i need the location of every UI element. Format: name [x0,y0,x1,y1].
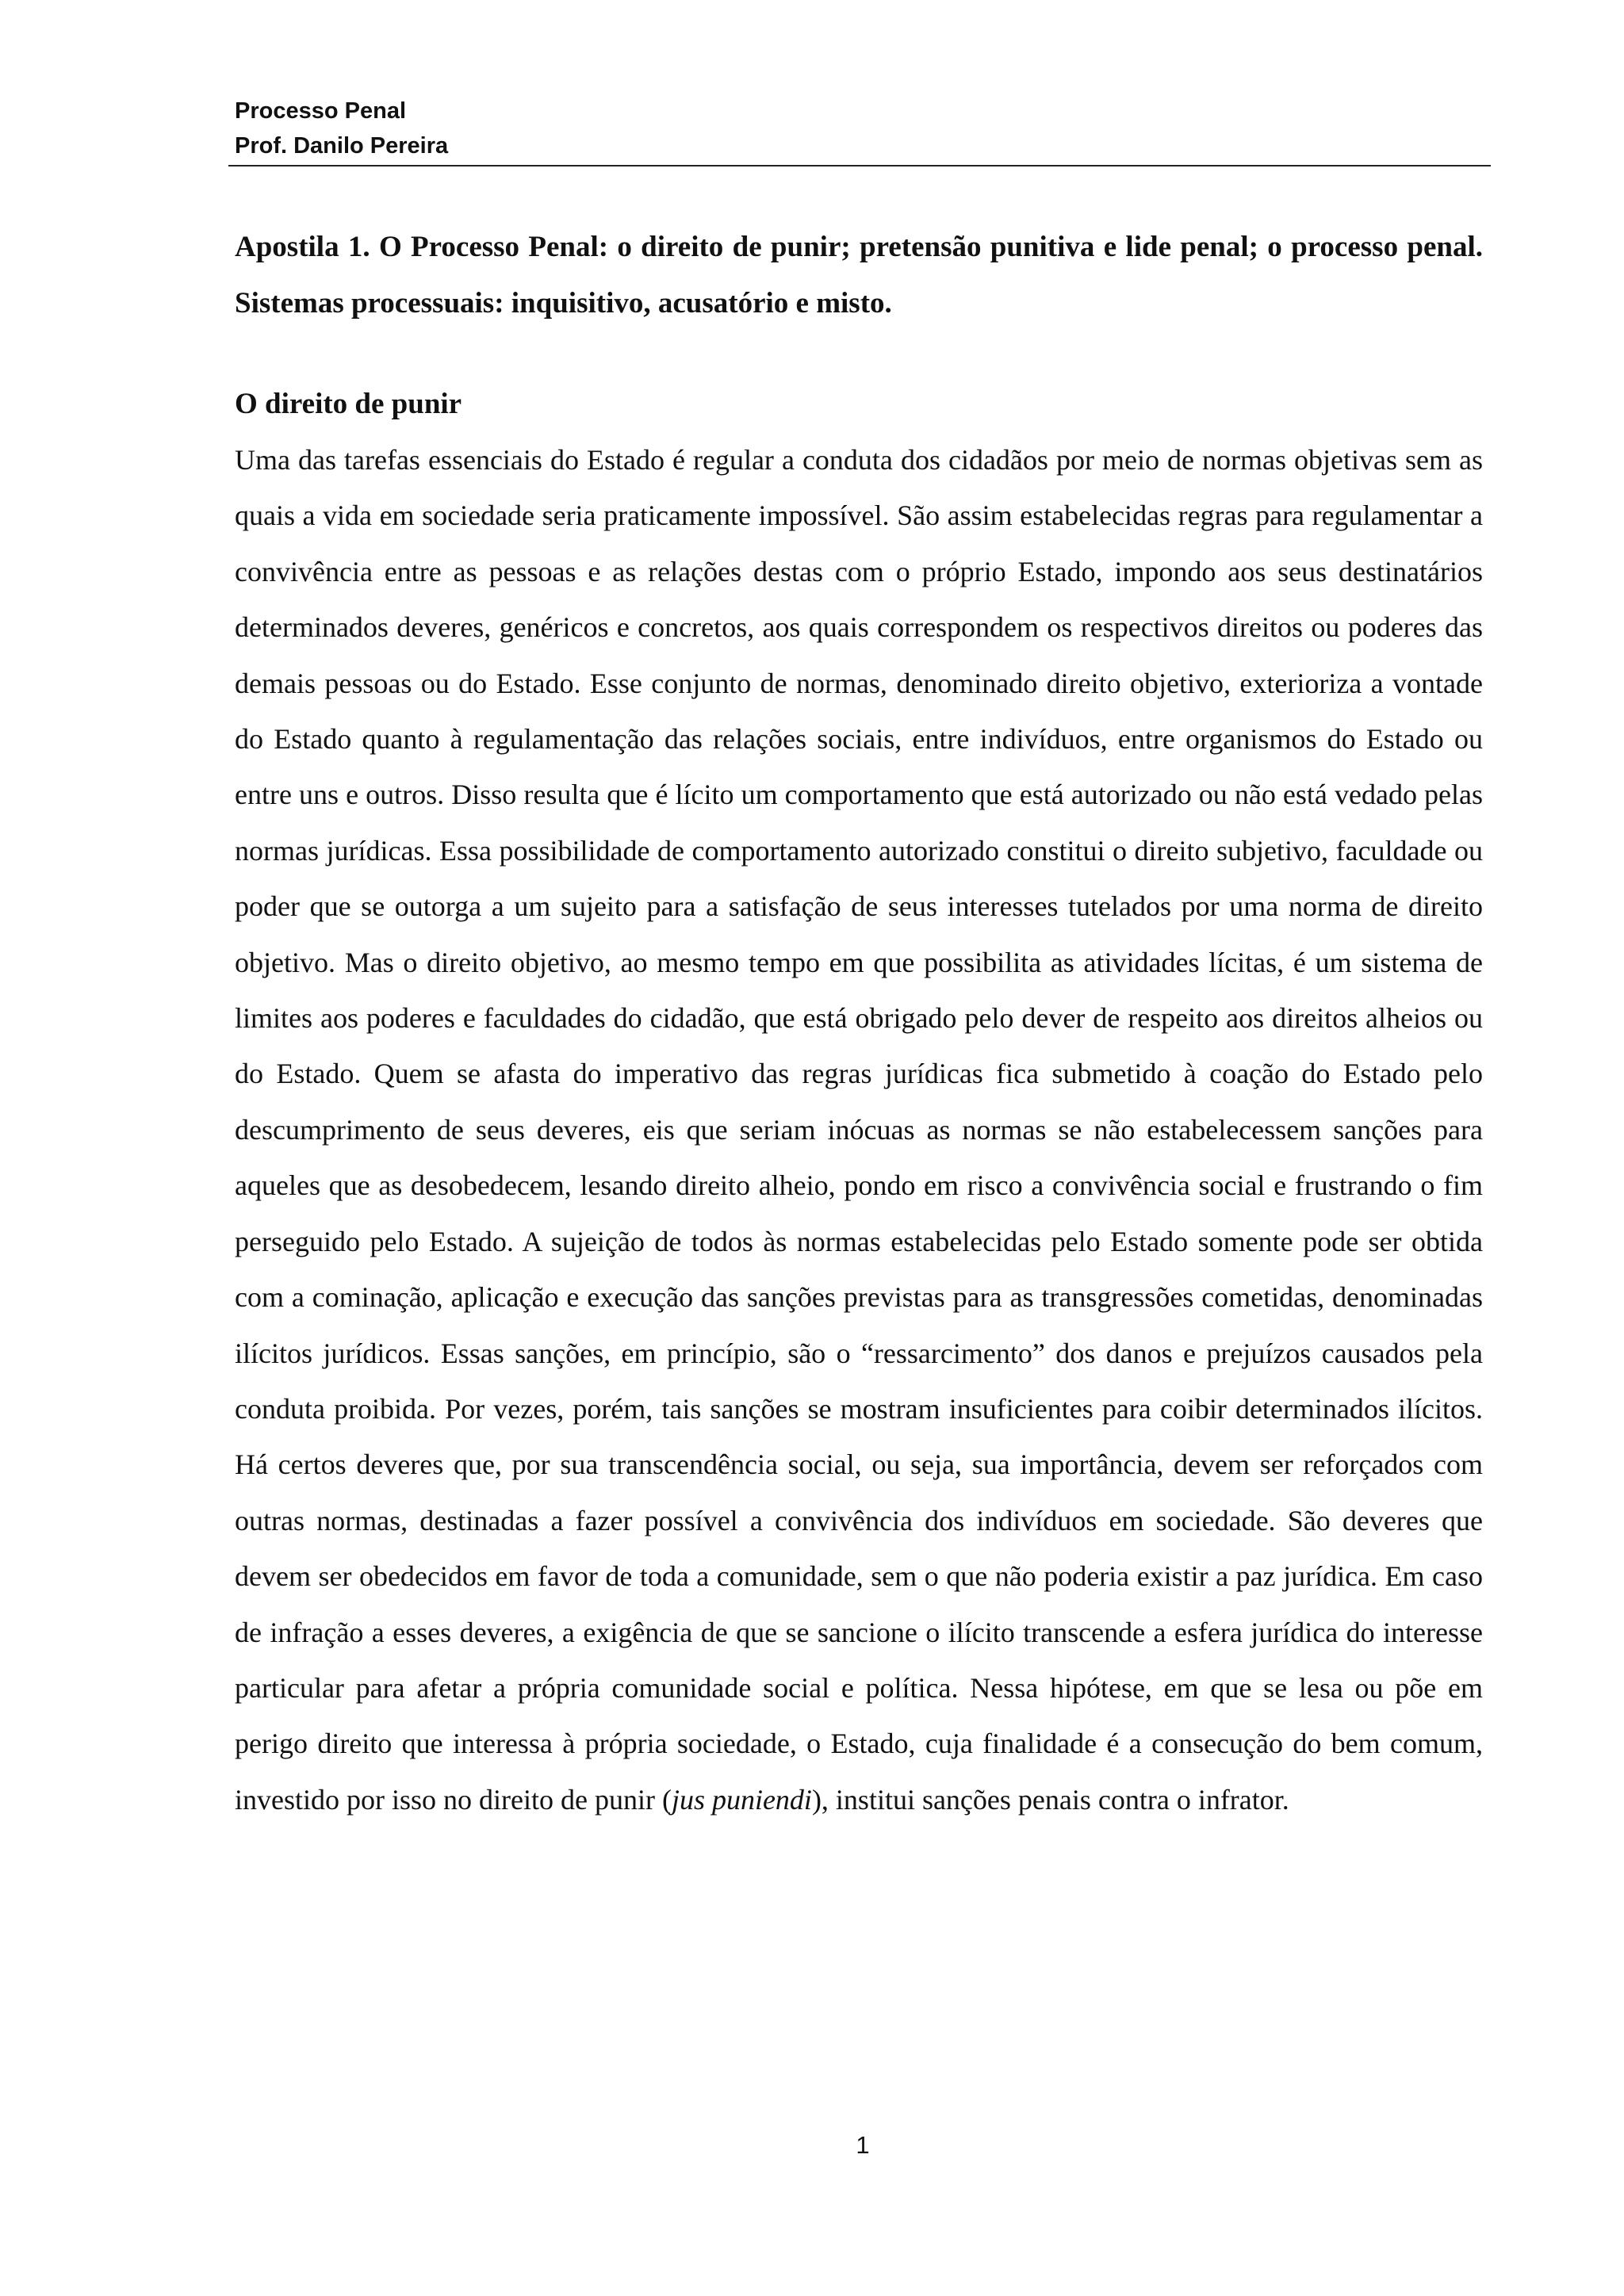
paragraph-text: Uma das tarefas essenciais do Estado é regular a conduta dos cidadãos por meio de normas objetivas sem as quais a vida em sociedade seria praticamente impossível. São assim estabelecidas regras para regulamentar a convivência entre as pessoas e as relações destas com o próprio Estado, impondo aos seus destinatários determinados deveres, genéricos e concretos, aos quais correspondem os respectivos direitos ou poderes das demais pessoas ou do Estado. Esse conjunto de normas, denominado direito objetivo, exterioriza a vontade do Estado quanto à regulamentação das relações sociais, entre indivíduos, entre organismos do Estado ou entre uns e outros. Disso resulta que é lícito um comportamento que está autorizado ou não está vedado pelas normas jurídicas. Essa possibilidade de comportamento autorizado constitui o direito subjetivo, faculdade ou poder que se outorga a um sujeito para a satisfação de seus interesses tutelados por uma norma de direito objetivo. Mas o direito objetivo, ao mesmo tempo em que possibilita as atividades lícitas, é um sistema de limites aos poderes e faculdades do cidadão, que está obrigado pelo dever de respeito aos direitos alheios ou do Estado. Quem se afasta do imperativo das regras jurídicas fica submetido à coação do Estado pelo descumprimento de seus deveres, eis que seriam inócuas as normas se não estabelecessem sanções para aqueles que as desobedecem, lesando direito alheio, pondo em risco a convivência social e frustrando o fim perseguido pelo Estado. A sujeição de todos às normas estabelecidas pelo Estado somente pode ser obtida com a cominação, aplicação e execução das sanções previstas para as transgressões cometidas, denominadas ilícitos jurídicos. Essas sanções, em princípio, são o “ressarcimento” dos danos e prejuízos causados pela conduta proibida. Por vezes, porém, tais sanções se mostram insuficientes para coibir determinados ilícitos. Há certos deveres que, por sua transcendência social, ou seja, sua importância, devem ser reforçados com outras normas, destinadas a fazer possível a convivência dos indivíduos em sociedade. São deveres que devem ser obedecidos em favor de toda a comunidade, sem o que não poderia existir a paz jurídica. Em caso de infração a esses deveres, a exigência de que se sancione o ilícito transcende a esfera jurídica do interesse particular para afetar a própria comunidade social e política. Nessa hipótese, em que se lesa ou põe em perigo direito que interessa à própria sociedade, o Estado, cuja finalidade é a consecução do bem comum, investido por isso no direito de punir ( [235,444,1483,1816]
page-header [235,94,1489,163]
document-title: Apostila 1. O Processo Penal: o direito de punir; pretensão punitiva e lide penal; o processo penal. Sistemas processuais: inquisitivo, acusatório e misto. [235,231,1483,320]
italic-term: jus puniendi [671,1783,812,1816]
page-number: 1 [856,2131,870,2159]
header-professor: Prof. Danilo Pereira [235,133,449,159]
body-paragraph [235,432,1483,1827]
section-heading: O direito de punir [235,388,462,420]
header-divider [228,165,1491,166]
paragraph-text-end: ), institui sanções penais contra o infrator. [811,1783,1289,1816]
header-course: Processo Penal [235,98,406,124]
document-body [235,219,1483,1827]
